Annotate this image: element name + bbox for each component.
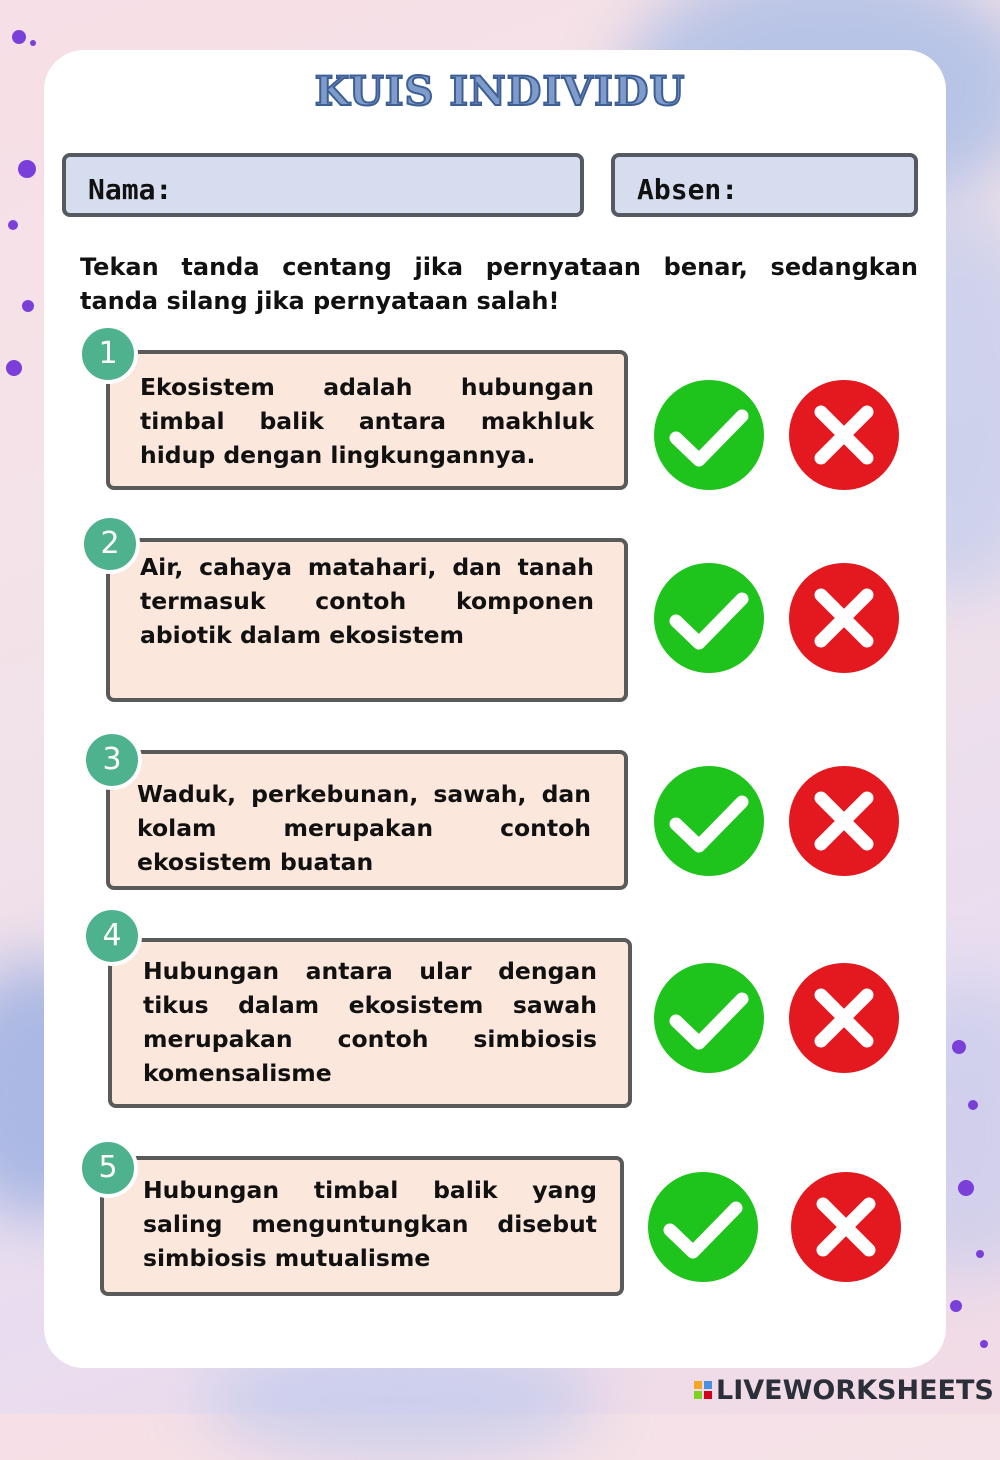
- question-number-badge: 4: [82, 906, 142, 966]
- question-text: Ekosistem adalah hubungan timbal balik antara makhluk hidup dengan lingkungannya.: [140, 373, 594, 469]
- true-button[interactable]: [654, 380, 764, 490]
- cross-icon: [789, 963, 899, 1073]
- liveworksheets-logo: [694, 1374, 994, 1406]
- check-icon: [654, 963, 764, 1073]
- question-number-badge: 1: [78, 324, 138, 384]
- check-icon: [654, 766, 764, 876]
- question-text: Hubungan antara ular dengan tikus dalam ekosistem sawah merupakan contoh simbiosis komensalisme: [143, 957, 597, 1087]
- question-number-badge: 2: [80, 514, 140, 574]
- false-button[interactable]: [789, 563, 899, 673]
- nama-field[interactable]: [62, 153, 584, 217]
- instruction-text: Tekan tanda centang jika pernyataan benar, sedangkan tanda silang jika pernyataan salah!: [80, 253, 918, 315]
- paint-splatter: [980, 1340, 988, 1348]
- paint-splatter: [952, 1040, 966, 1054]
- nama-label: Nama:: [88, 173, 173, 206]
- paint-splatter: [6, 360, 22, 376]
- true-button[interactable]: [654, 963, 764, 1073]
- cross-icon: [791, 1172, 901, 1282]
- true-button[interactable]: [648, 1172, 758, 1282]
- true-button[interactable]: [654, 563, 764, 673]
- paint-splatter: [30, 40, 36, 46]
- page-title: KUIS INDIVIDU: [314, 68, 686, 115]
- paint-splatter: [8, 220, 18, 230]
- cross-icon: [789, 563, 899, 673]
- cross-icon: [789, 380, 899, 490]
- false-button[interactable]: [789, 380, 899, 490]
- question-number-badge: 5: [78, 1138, 138, 1198]
- question-text: Hubungan timbal balik yang saling menguntungkan disebut simbiosis mutualisme: [143, 1176, 597, 1272]
- paint-splatter: [18, 160, 36, 178]
- absen-field[interactable]: [611, 153, 918, 217]
- liveworksheets-logo-text: LIVEWORKSHEETS: [716, 1374, 994, 1406]
- paint-splatter: [968, 1100, 978, 1110]
- paint-splatter: [12, 30, 26, 44]
- question-number-badge: 3: [82, 730, 142, 790]
- paint-splatter: [950, 1300, 962, 1312]
- false-button[interactable]: [791, 1172, 901, 1282]
- question-text: Air, cahaya matahari, dan tanah termasuk contoh komponen abiotik dalam ekosistem: [140, 553, 594, 649]
- check-icon: [654, 380, 764, 490]
- true-button[interactable]: [654, 766, 764, 876]
- paint-splatter: [22, 300, 34, 312]
- question-text: Waduk, perkebunan, sawah, dan kolam merupakan contoh ekosistem buatan: [137, 780, 591, 876]
- false-button[interactable]: [789, 963, 899, 1073]
- paint-splatter: [976, 1250, 984, 1258]
- absen-label: Absen:: [637, 173, 739, 206]
- false-button[interactable]: [789, 766, 899, 876]
- check-icon: [654, 563, 764, 673]
- liveworksheets-logo-icon: [694, 1381, 712, 1399]
- cross-icon: [789, 766, 899, 876]
- paint-splatter: [958, 1180, 974, 1196]
- check-icon: [648, 1172, 758, 1282]
